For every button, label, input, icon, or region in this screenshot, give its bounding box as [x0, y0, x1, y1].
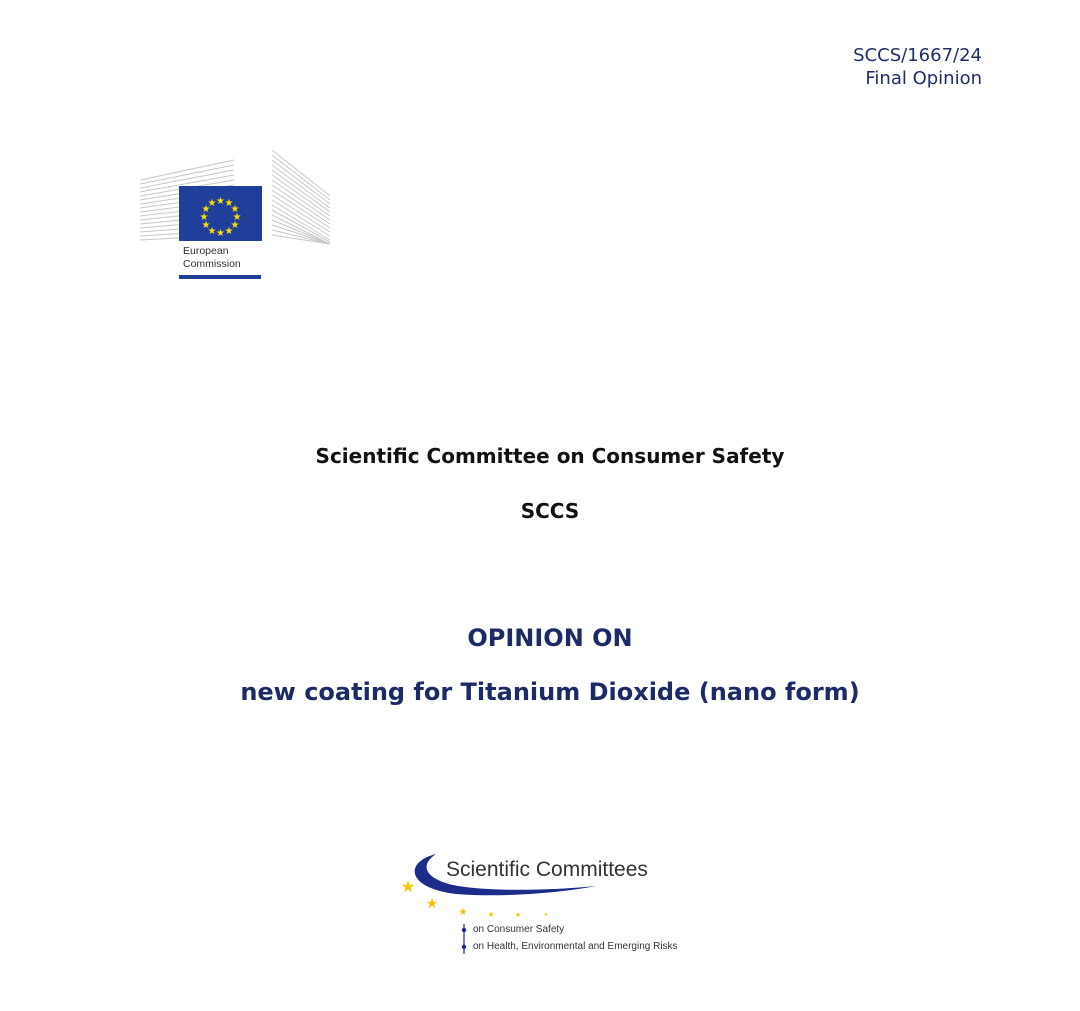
svg-text:★: ★	[224, 198, 234, 209]
svg-text:★: ★	[207, 198, 217, 209]
svg-text:★: ★	[458, 907, 468, 918]
sc-subtitle-health-risks: on Health, Environmental and Emerging Risks	[473, 941, 678, 952]
sc-subtitle-consumer-safety: on Consumer Safety	[473, 924, 565, 935]
svg-text:★: ★	[514, 911, 522, 919]
svg-text:★: ★	[201, 220, 211, 231]
svg-text:★: ★	[199, 212, 209, 223]
svg-text:★: ★	[207, 226, 217, 237]
european-commission-wordmark	[183, 245, 241, 271]
reference-number: SCCS/1667/24	[853, 45, 982, 66]
svg-text:★: ★	[487, 910, 495, 919]
ec-wordmark-line2: Commission	[183, 258, 241, 270]
svg-text:★: ★	[201, 204, 211, 215]
svg-text:★: ★	[543, 912, 549, 918]
svg-text:★: ★	[216, 228, 225, 239]
logo-underline	[179, 275, 261, 279]
svg-text:★: ★	[400, 877, 416, 896]
opinion-title: new coating for Titanium Dioxide (nano form)	[240, 678, 860, 706]
svg-text:★: ★	[230, 204, 240, 215]
document-reference	[853, 44, 982, 90]
ec-wordmark-line1: European	[183, 245, 229, 257]
document-status: Final Opinion	[865, 68, 982, 89]
committee-name: Scientific Committee on Consumer Safety	[315, 444, 785, 468]
svg-text:★: ★	[425, 896, 439, 912]
svg-text:★: ★	[230, 220, 240, 231]
bullet-markers-icon	[462, 924, 465, 954]
svg-text:★: ★	[224, 226, 234, 237]
scientific-committees-title: Scientific Committees	[446, 858, 648, 881]
svg-text:★: ★	[232, 212, 242, 223]
committee-acronym: SCCS	[520, 499, 580, 523]
opinion-heading: OPINION ON	[467, 624, 633, 652]
svg-text:★: ★	[216, 196, 225, 207]
